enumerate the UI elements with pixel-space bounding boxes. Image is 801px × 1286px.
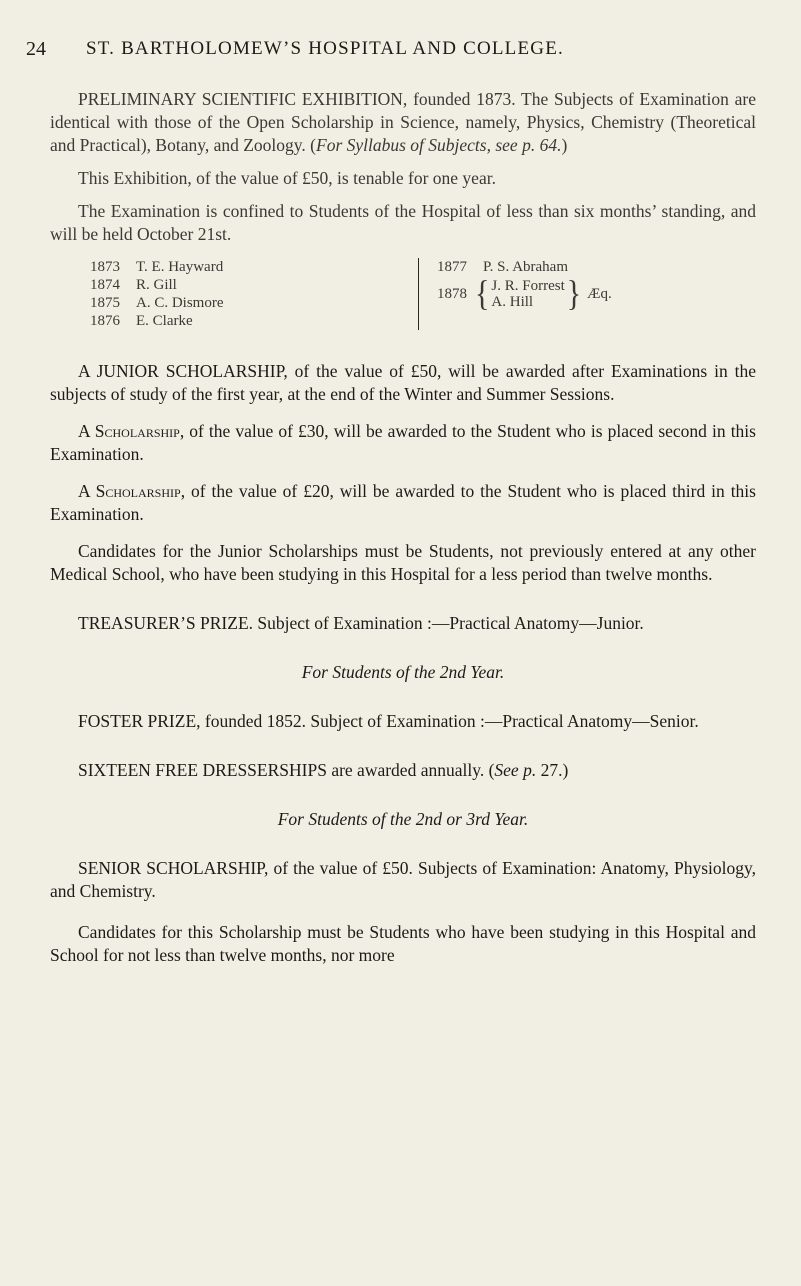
treasurer-text: Subject of Examination :—Practical Anatomy—Junior. <box>253 613 644 633</box>
dresserships-text-end: ) <box>562 760 569 780</box>
preliminary-text: founded 1873. The Subjects of Examination are identical with those of the Open Scholarship in Science, namely, Physics, Chemistry (Theoretical and Practical), Botany, and Zoology. ( <box>50 89 756 155</box>
second-scholarship-paragraph <box>50 420 756 466</box>
winner-year: 1875 <box>90 295 120 311</box>
page-header <box>0 34 801 64</box>
page-number: 24 <box>26 38 46 60</box>
winner-year: 1874 <box>90 277 120 293</box>
exhibition-winners <box>90 258 756 330</box>
third-scholarship-text: of the value of £20, will be awarded to the Student who is placed third in this Examination. <box>50 481 756 524</box>
winner-name: E. Clarke <box>136 313 193 329</box>
winner-year: 1878 <box>437 286 467 302</box>
left-brace: { <box>475 273 490 314</box>
exhibition-value: This Exhibition, of the value of £50, is tenable for one year. <box>78 168 496 188</box>
aequales-mark: Æq. <box>587 286 612 302</box>
senior-text: of the value of £50. Subjects of Examination: Anatomy, Physiology, and Chemistry. <box>50 858 756 901</box>
preliminary-title: PRELIMINARY SCIENTIFIC EXHIBITION, <box>78 89 408 109</box>
winner-name: P. S. Abraham <box>483 259 569 275</box>
third-scholarship-lead: A Scholarship, <box>78 481 186 501</box>
winner-year: 1873 <box>90 259 120 275</box>
winner-name: T. E. Hayward <box>136 259 224 275</box>
junior-candidates-paragraph: Candidates for the Junior Scholarships must be Students, not previously entered at any other Medical School, who have been studying in this Hospital for a less period than twelve months. <box>50 541 756 584</box>
foster-prize-paragraph <box>50 710 756 733</box>
foster-title: FOSTER PRIZE, <box>78 711 201 731</box>
senior-scholarship-paragraph <box>50 857 756 903</box>
winner-bracketed-row <box>437 273 747 314</box>
winner-name: A. C. Dismore <box>136 295 224 311</box>
treasurer-title: TREASURER’S PRIZE. <box>78 613 254 633</box>
winner-year: 1876 <box>90 313 120 329</box>
winner-row <box>90 258 400 276</box>
treasurer-prize-paragraph <box>50 612 756 635</box>
junior-title: A JUNIOR SCHOLARSHIP, <box>78 361 288 381</box>
dresserships-ref: See p. <box>494 760 537 780</box>
foster-text: founded 1852. Subject of Examination :—Practical Anatomy—Senior. <box>200 711 699 731</box>
winners-right-column <box>419 258 747 330</box>
junior-scholarship-paragraph <box>50 360 756 406</box>
second-scholarship-text: of the value of £30, will be awarded to the Student who is placed second in this Examination. <box>50 421 756 464</box>
third-scholarship-paragraph <box>50 480 756 526</box>
preliminary-text-end: ) <box>561 135 568 155</box>
section-heading-2nd-year: For Students of the 2nd Year. <box>301 662 505 682</box>
winner-row <box>90 312 400 330</box>
winner-row <box>90 276 400 294</box>
winner-year: 1877 <box>437 259 467 275</box>
winner-name: J. R. Forrest <box>491 278 565 294</box>
dresserships-title: SIXTEEN FREE DRESSERSHIPS <box>78 760 327 780</box>
senior-candidates-paragraph: Candidates for this Scholarship must be Students who have been studying in this Hospital and School for not less than twelve months, nor more <box>50 922 756 965</box>
section-heading-2nd-3rd-year: For Students of the 2nd or 3rd Year. <box>277 809 529 829</box>
winners-left-column <box>90 258 419 330</box>
junior-text: of the value of £50, will be awarded after Examinations in the subjects of study of the first year, at the end of the Winter and Summer Sessions. <box>50 361 756 404</box>
dresserships-ref-num: 27. <box>536 760 563 780</box>
exhibition-conditions: The Examination is confined to Students of the Hospital of less than six months’ standing, and will be held October 21st. <box>50 201 756 244</box>
bracketed-names <box>491 278 564 310</box>
senior-title: SENIOR SCHOLARSHIP, <box>78 858 269 878</box>
dresserships-paragraph <box>50 759 756 782</box>
dresserships-text: are awarded annually. ( <box>326 760 495 780</box>
second-scholarship-lead: A Scholarship, <box>78 421 185 441</box>
right-brace: } <box>566 273 582 314</box>
winner-name: R. Gill <box>136 277 177 293</box>
winner-name: A. Hill <box>491 294 534 310</box>
winner-row <box>90 294 400 312</box>
page-body <box>50 88 756 967</box>
syllabus-reference: For Syllabus of Subjects, see p. 64. <box>316 135 562 155</box>
preliminary-paragraph <box>50 88 756 157</box>
running-head: ST. BARTHOLOMEW’S HOSPITAL AND COLLEGE. <box>86 38 564 59</box>
